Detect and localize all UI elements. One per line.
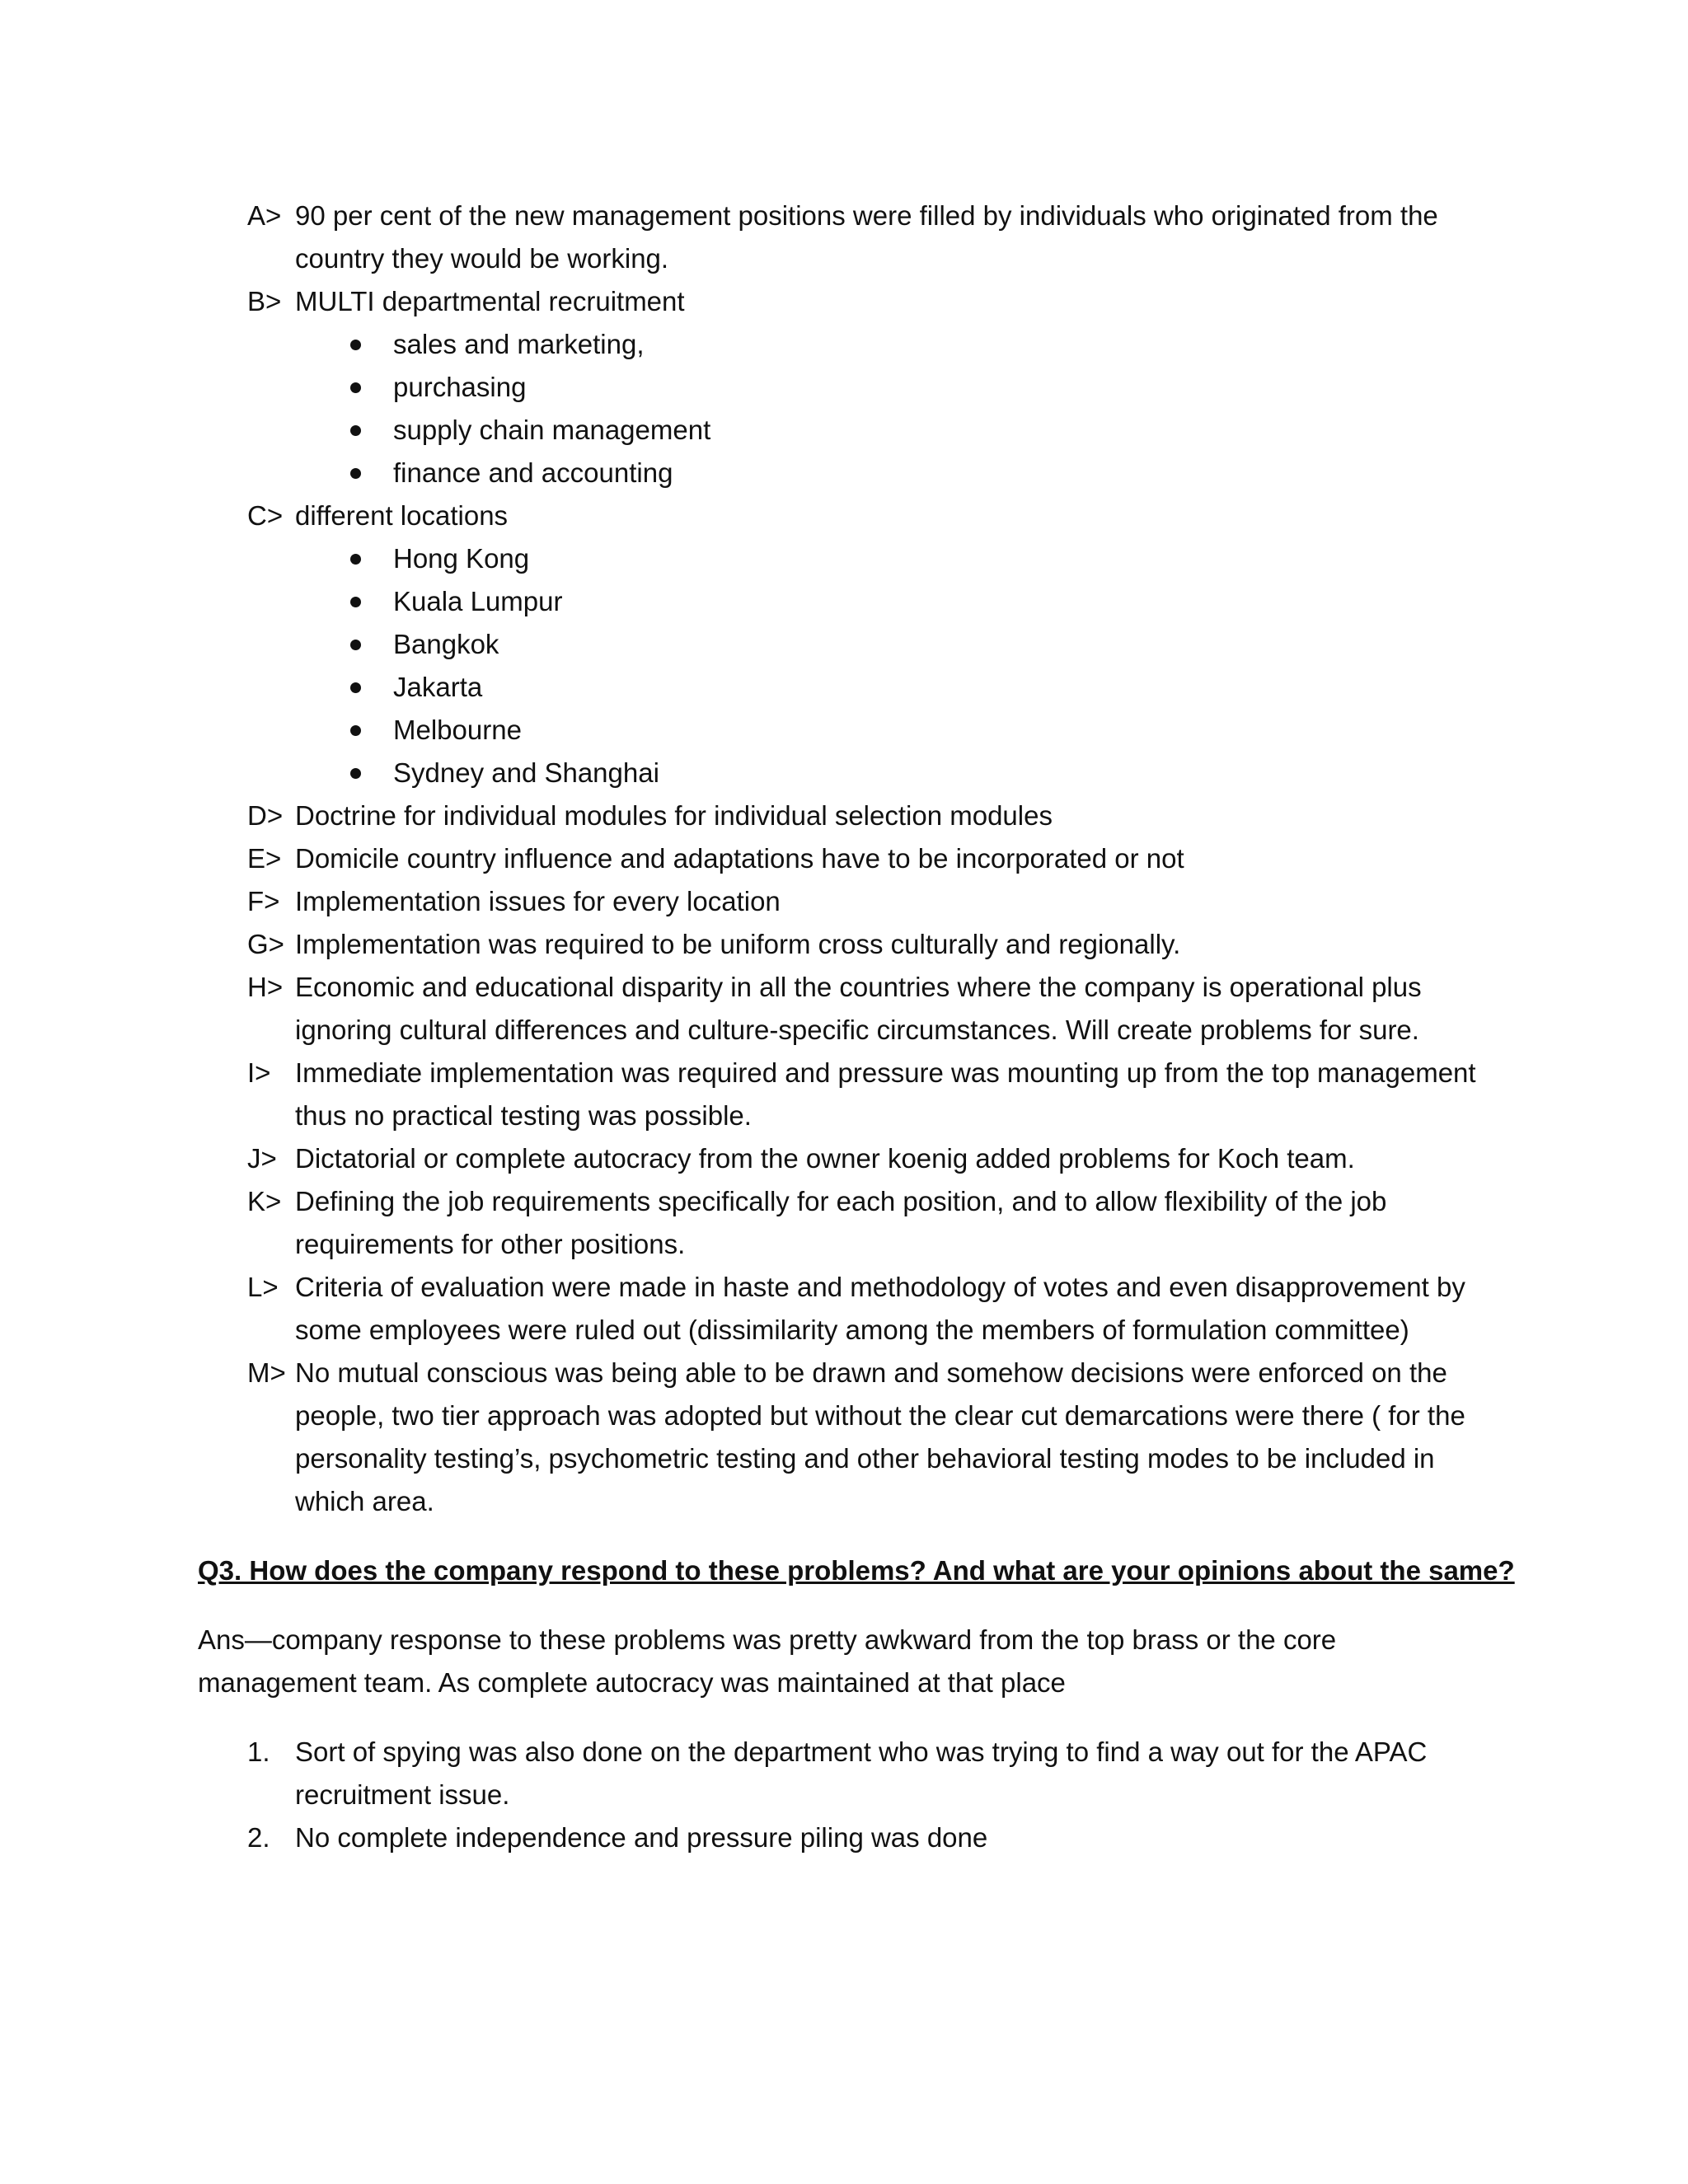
list-item-text: 90 per cent of the new management positions were filled by individuals who originated from the country they would be working.	[295, 200, 1438, 274]
list-marker: J>	[247, 1143, 277, 1174]
bullet-item	[198, 580, 1500, 623]
list-marker: G>	[247, 929, 284, 959]
bullet-item	[198, 623, 1500, 666]
bullet-item	[198, 323, 1500, 366]
bullet-item	[198, 666, 1500, 709]
list-item-text: No complete independence and pressure piling was done	[295, 1822, 988, 1853]
answer-paragraph: Ans—company response to these problems was pretty awkward from the top brass or the core management team. As complete autocracy was maintained at that place	[198, 1624, 1337, 1698]
list-item-text: No mutual conscious was being able to be drawn and somehow decisions were enforced on the people, two tier approach was adopted but without the clear cut demarcations were there ( for the personality testing’s, psychometric testing and other behavioral testing modes to be included in which area.	[295, 1357, 1465, 1516]
list-item-a	[198, 194, 1500, 280]
bullet-item	[198, 452, 1500, 494]
list-item-text: Dictatorial or complete autocracy from the owner koenig added problems for Koch team.	[295, 1143, 1355, 1174]
list-item-text: MULTI departmental recruitment	[295, 286, 685, 316]
bullet-item	[198, 709, 1500, 752]
bullet-text: sales and marketing,	[393, 329, 645, 359]
list-item-g	[198, 923, 1500, 966]
bullet-icon	[350, 682, 361, 693]
bullet-text: Sydney and Shanghai	[393, 757, 659, 788]
list-item-h	[198, 966, 1500, 1052]
document-content	[198, 194, 1515, 1859]
list-marker: A>	[247, 200, 282, 231]
list-item-i	[198, 1052, 1500, 1137]
numbered-list	[198, 1731, 1500, 1859]
list-marker: K>	[247, 1186, 282, 1216]
list-marker: 1.	[247, 1736, 270, 1767]
list-marker: C>	[247, 500, 284, 531]
bullet-icon	[350, 382, 361, 393]
list-item-text: Implementation issues for every location	[295, 886, 781, 916]
list-item-text: Doctrine for individual modules for individual selection modules	[295, 800, 1053, 831]
bullet-list-departments	[198, 323, 1500, 494]
list-item-c	[198, 494, 1500, 537]
bullet-icon	[350, 768, 361, 779]
list-item-l	[198, 1266, 1500, 1352]
list-item-text: Criteria of evaluation were made in haste and methodology of votes and even disapprovement by some employees were ruled out (dissimilarity among the members of formulation committee)	[295, 1272, 1465, 1345]
list-item-e	[198, 837, 1500, 880]
list-item-f	[198, 880, 1500, 923]
list-item-text: Implementation was required to be uniform cross culturally and regionally.	[295, 929, 1181, 959]
bullet-list-locations	[198, 537, 1500, 794]
list-item-b	[198, 280, 1500, 323]
list-item-text: Economic and educational disparity in all the countries where the company is operational plus ignoring cultural differences and culture-specific circumstances. Will create problems for sure.	[295, 972, 1422, 1045]
bullet-text: purchasing	[393, 372, 527, 402]
question-heading: Q3. How does the company respond to these problems? And what are your opinions about the same?	[198, 1555, 1515, 1586]
list-item-text: Domicile country influence and adaptations have to be incorporated or not	[295, 843, 1184, 874]
bullet-item	[198, 366, 1500, 409]
list-marker: I>	[247, 1057, 271, 1088]
list-item-m	[198, 1352, 1500, 1523]
bullet-icon	[350, 340, 361, 350]
bullet-icon	[350, 597, 361, 607]
list-marker: E>	[247, 843, 282, 874]
list-item-text: Immediate implementation was required and pressure was mounting up from the top management thus no practical testing was possible.	[295, 1057, 1476, 1131]
list-marker: H>	[247, 972, 284, 1002]
bullet-icon	[350, 425, 361, 436]
list-item-k	[198, 1180, 1500, 1266]
bullet-icon	[350, 554, 361, 565]
bullet-item	[198, 537, 1500, 580]
list-item-d	[198, 794, 1500, 837]
list-item-j	[198, 1137, 1500, 1180]
numbered-item-2	[198, 1816, 1500, 1859]
bullet-text: Kuala Lumpur	[393, 586, 563, 616]
list-item-text: Defining the job requirements specifically for each position, and to allow flexibility of the job requirements for other positions.	[295, 1186, 1387, 1259]
list-marker: L>	[247, 1272, 279, 1302]
list-marker: F>	[247, 886, 280, 916]
bullet-item	[198, 752, 1500, 794]
bullet-icon	[350, 640, 361, 650]
list-marker: D>	[247, 800, 284, 831]
bullet-text: finance and accounting	[393, 457, 673, 488]
bullet-icon	[350, 468, 361, 479]
list-marker: 2.	[247, 1822, 270, 1853]
bullet-icon	[350, 725, 361, 736]
list-marker: M>	[247, 1357, 286, 1388]
list-item-text: different locations	[295, 500, 509, 531]
bullet-text: Jakarta	[393, 672, 483, 702]
list-marker: B>	[247, 286, 282, 316]
numbered-item-1	[198, 1731, 1500, 1816]
list-item-text: Sort of spying was also done on the department who was trying to find a way out for the APAC recruitment issue.	[295, 1736, 1428, 1810]
bullet-text: Bangkok	[393, 629, 499, 659]
bullet-item	[198, 409, 1500, 452]
bullet-text: Hong Kong	[393, 543, 530, 574]
bullet-text: Melbourne	[393, 715, 522, 745]
bullet-text: supply chain management	[393, 415, 711, 445]
